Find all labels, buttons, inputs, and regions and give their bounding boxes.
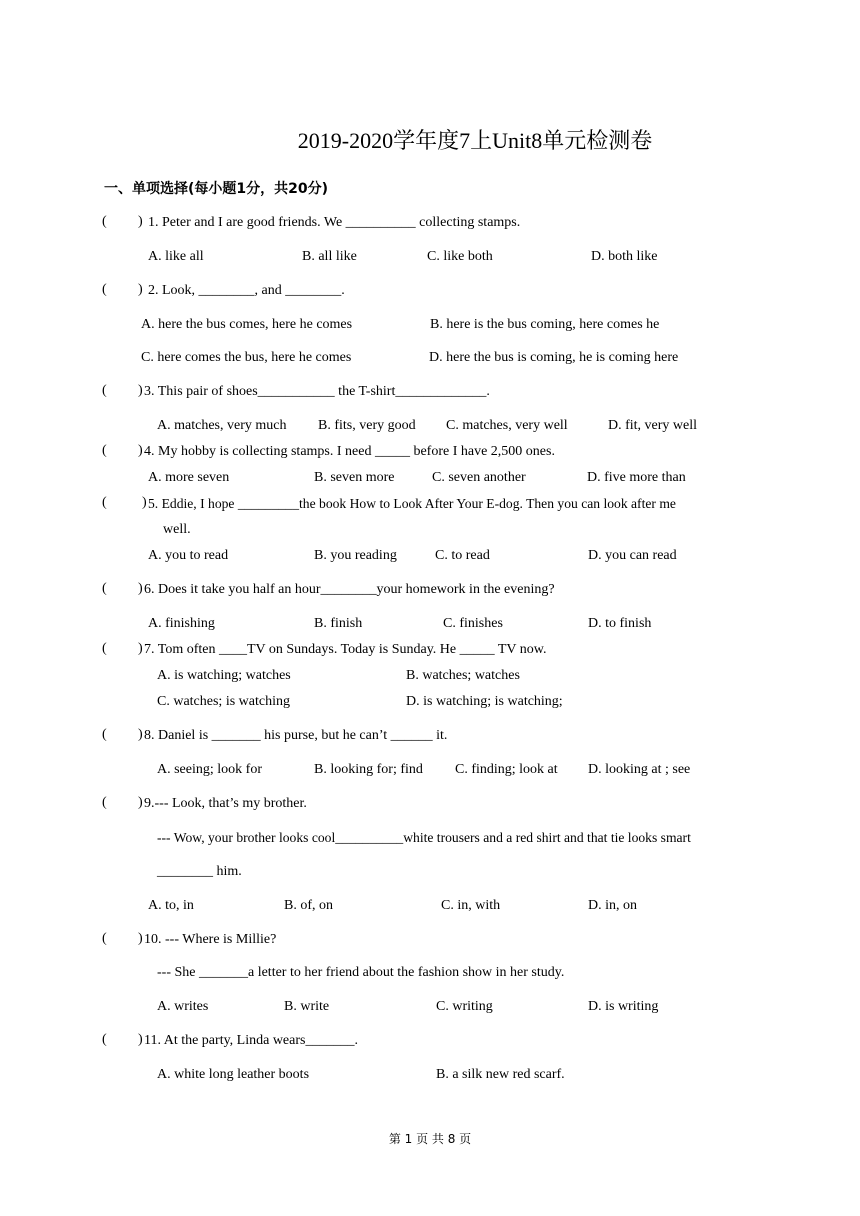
option: B. you reading — [314, 548, 397, 563]
answer-paren-open: ( — [102, 383, 107, 398]
option: D. is writing — [588, 999, 659, 1014]
question-stem: 7. Tom often ____TV on Sundays. Today is Sunday. He _____ TV now. — [144, 642, 547, 657]
answer-paren-open: ( — [102, 495, 107, 510]
answer-paren-open: ( — [102, 282, 107, 297]
option: A. white long leather boots — [157, 1067, 310, 1082]
option: B. a silk new red scarf. — [436, 1067, 565, 1082]
option: B. all like — [302, 249, 357, 264]
option: D. in, on — [588, 898, 637, 913]
question-stem-continued: --- She _______a letter to her friend about the fashion show in her study. — [157, 965, 565, 980]
question-stem-continued: --- Wow, your brother looks cool__________white trousers and a red shirt and that tie looks smart — [157, 830, 691, 845]
answer-paren-close: ) — [138, 383, 143, 398]
option: D. is watching; is watching; — [406, 694, 563, 709]
page-footer: 第 1 页 共 8 页 — [388, 1132, 472, 1146]
option: D. fit, very well — [608, 418, 698, 433]
option: C. matches, very well — [446, 418, 568, 433]
answer-paren-open: ( — [102, 581, 107, 596]
option: A. more seven — [148, 470, 230, 485]
answer-paren-close: ) — [138, 727, 143, 742]
option: C. to read — [435, 548, 490, 563]
option: D. you can read — [588, 548, 677, 563]
question-stem: 8. Daniel is _______ his purse, but he can’t ______ it. — [144, 728, 448, 743]
option: C. like both — [427, 249, 493, 264]
option: B. seven more — [314, 470, 395, 485]
answer-paren-close: ) — [142, 495, 147, 510]
option: A. here the bus comes, here he comes — [141, 317, 353, 332]
option: B. write — [284, 999, 330, 1014]
option: D. looking at ; see — [588, 762, 691, 777]
answer-paren-close: ) — [138, 214, 143, 229]
option: A. finishing — [148, 616, 215, 631]
option: C. here comes the bus, here he comes — [141, 350, 352, 365]
answer-paren-open: ( — [102, 795, 107, 810]
option: C. finishes — [443, 616, 503, 631]
answer-paren-close: ) — [138, 1032, 143, 1047]
option: D. both like — [591, 249, 658, 264]
section-heading: 一、单项选择(每小题1分，共20分) — [104, 181, 329, 197]
option: A. seeing; look for — [157, 762, 262, 777]
question-stem-continued: ________ him. — [157, 864, 242, 879]
option: B. of, on — [284, 898, 333, 913]
option: A. to, in — [148, 898, 194, 913]
question-stem: 4. My hobby is collecting stamps. I need _____ before I have 2,500 ones. — [144, 444, 555, 459]
answer-paren-close: ) — [138, 443, 143, 458]
answer-paren-open: ( — [102, 931, 107, 946]
question-stem: 5. Eddie, I hope _________the book How to Look After Your E-dog. Then you can look after me — [148, 496, 676, 511]
option: D. to finish — [588, 616, 652, 631]
answer-paren-close: ) — [138, 581, 143, 596]
option: C. finding; look at — [455, 762, 558, 777]
option: C. in, with — [441, 898, 501, 913]
option: D. five more than — [587, 470, 686, 485]
answer-paren-close: ) — [138, 282, 143, 297]
option: C. writing — [436, 999, 493, 1014]
option: A. like all — [148, 249, 204, 264]
question-stem: 9.--- Look, that’s my brother. — [144, 796, 307, 811]
option: C. seven another — [432, 470, 526, 485]
page-title: 2019-2020学年度7上Unit8单元检测卷 — [297, 128, 653, 153]
option: A. matches, very much — [157, 418, 287, 433]
option: B. looking for; find — [314, 762, 423, 777]
option: A. you to read — [148, 548, 229, 563]
question-stem: 10. --- Where is Millie? — [144, 932, 277, 947]
answer-paren-open: ( — [102, 641, 107, 656]
option: B. watches; watches — [406, 668, 520, 683]
question-stem: 3. This pair of shoes___________ the T-shirt_____________. — [144, 384, 490, 399]
option: D. here the bus is coming, he is coming here — [429, 350, 679, 365]
answer-paren-open: ( — [102, 214, 107, 229]
option: B. finish — [314, 616, 363, 631]
option: B. fits, very good — [318, 418, 416, 433]
answer-paren-close: ) — [138, 795, 143, 810]
answer-paren-close: ) — [138, 931, 143, 946]
option: A. writes — [157, 999, 209, 1014]
answer-paren-open: ( — [102, 443, 107, 458]
option: B. here is the bus coming, here comes he — [430, 317, 660, 332]
answer-paren-open: ( — [102, 1032, 107, 1047]
option: A. is watching; watches — [157, 668, 291, 683]
option: C. watches; is watching — [157, 694, 290, 709]
answer-paren-close: ) — [138, 641, 143, 656]
question-stem: 1. Peter and I are good friends. We __________ collecting stamps. — [148, 215, 521, 230]
question-stem: 11. At the party, Linda wears_______. — [144, 1033, 358, 1048]
question-stem: 6. Does it take you half an hour________your homework in the evening? — [144, 582, 555, 597]
question-stem-continued: well. — [163, 522, 191, 537]
answer-paren-open: ( — [102, 727, 107, 742]
question-stem: 2. Look, ________, and ________. — [148, 283, 345, 298]
